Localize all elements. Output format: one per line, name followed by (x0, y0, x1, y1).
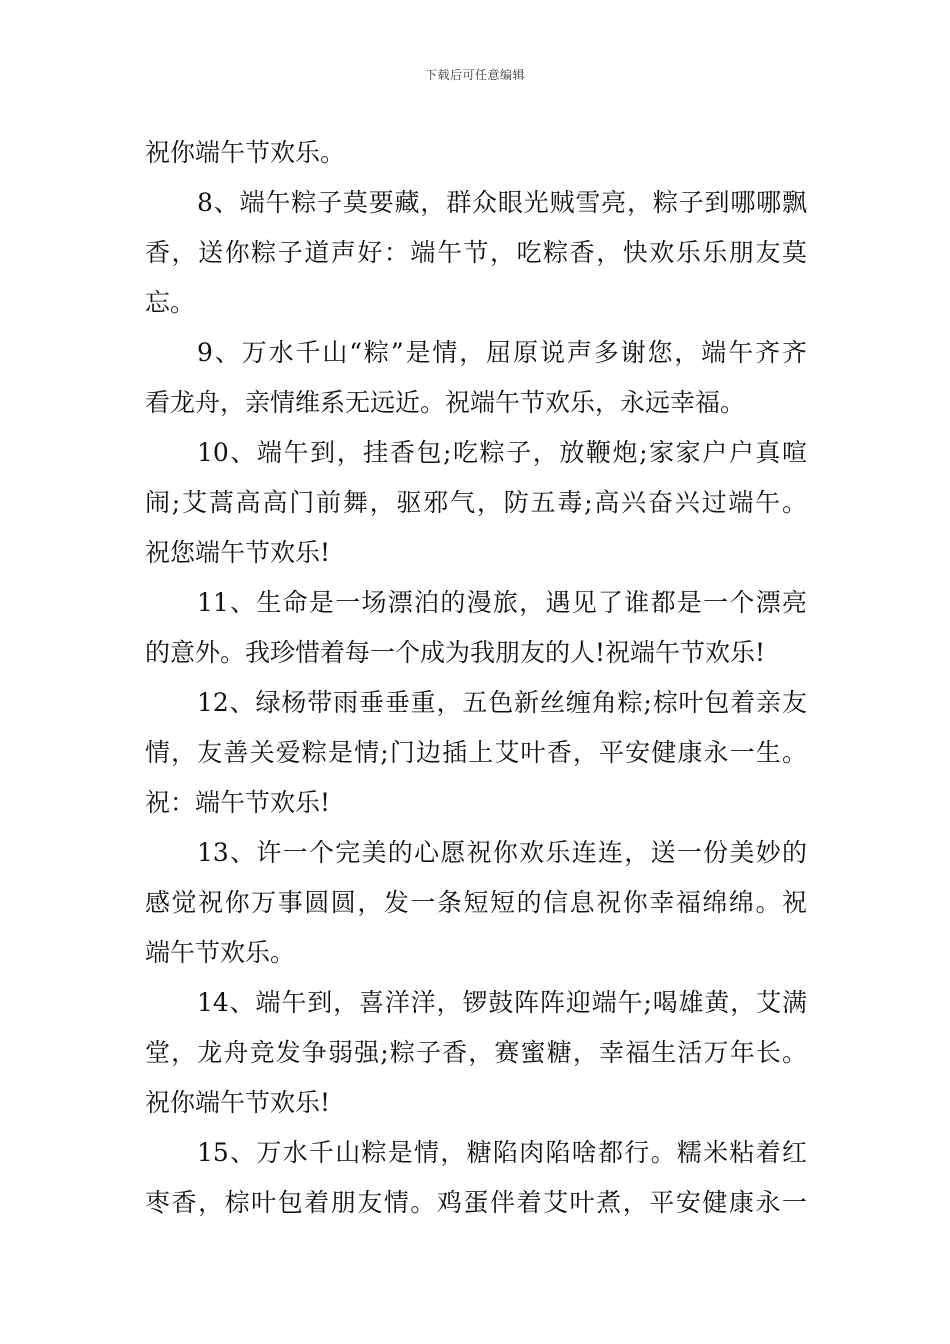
text-line: 忘。 (145, 288, 196, 317)
text-line: 端午节欢乐。 (145, 938, 296, 967)
text-line: 祝你端午节欢乐。 (145, 138, 346, 167)
document-body (145, 128, 807, 1228)
text-line: 10、端午到，挂香包;吃粽子，放鞭炮;家家户户真喧 (197, 438, 807, 467)
text-line: 15、万水千山粽是情，糖陷肉陷啥都行。糯米粘着红 (197, 1138, 807, 1167)
text-line: 感觉祝你万事圆圆，发一条短短的信息祝你幸福绵绵。祝 (145, 888, 807, 917)
text-line: 12、绿杨带雨垂垂重，五色新丝缠角粽;棕叶包着亲友 (197, 688, 807, 717)
text-line: 看龙舟，亲情维系无远近。祝端午节欢乐，永远幸福。 (145, 388, 746, 417)
page-header: 下载后可任意编辑 (424, 68, 525, 82)
text-line: 8、端午粽子莫要藏，群众眼光贼雪亮，粽子到哪哪飘 (197, 188, 807, 217)
text-line: 香，送你粽子道声好：端午节，吃粽香，快欢乐乐朋友莫 (145, 238, 807, 267)
paragraph-15 (145, 1128, 807, 1228)
text-line: 闹;艾蒿高高门前舞，驱邪气，防五毒;高兴奋兴过端午。 (145, 488, 807, 517)
text-line: 13、许一个完美的心愿祝你欢乐连连，送一份美妙的 (197, 838, 807, 867)
paragraph-closing (145, 128, 807, 178)
text-line: 情，友善关爱粽是情;门边插上艾叶香，平安健康永一生。 (145, 738, 807, 767)
paragraph-12 (145, 678, 807, 828)
text-line: 11、生命是一场漂泊的漫旅，遇见了谁都是一个漂亮 (197, 588, 807, 617)
text-line: 枣香，棕叶包着朋友情。鸡蛋伴着艾叶煮，平安健康永一 (145, 1188, 807, 1217)
text-line: 9、万水千山“粽”是情，屈原说声多谢您，端午齐齐 (197, 338, 807, 367)
paragraph-10 (145, 428, 807, 578)
paragraph-11 (145, 578, 807, 678)
text-line: 祝：端午节欢乐! (145, 788, 331, 817)
paragraph-13 (145, 828, 807, 978)
text-line: 祝你端午节欢乐! (145, 1088, 331, 1117)
text-line: 的意外。我珍惜着每一个成为我朋友的人!祝端午节欢乐! (145, 638, 766, 667)
text-line: 14、端午到，喜洋洋，锣鼓阵阵迎端午;喝雄黄，艾满 (197, 988, 807, 1017)
text-line: 祝您端午节欢乐! (145, 538, 331, 567)
paragraph-14 (145, 978, 807, 1128)
paragraph-8 (145, 178, 807, 328)
text-line: 堂，龙舟竞发争弱强;粽子香，赛蜜糖，幸福生活万年长。 (145, 1038, 807, 1067)
paragraph-9 (145, 328, 807, 428)
